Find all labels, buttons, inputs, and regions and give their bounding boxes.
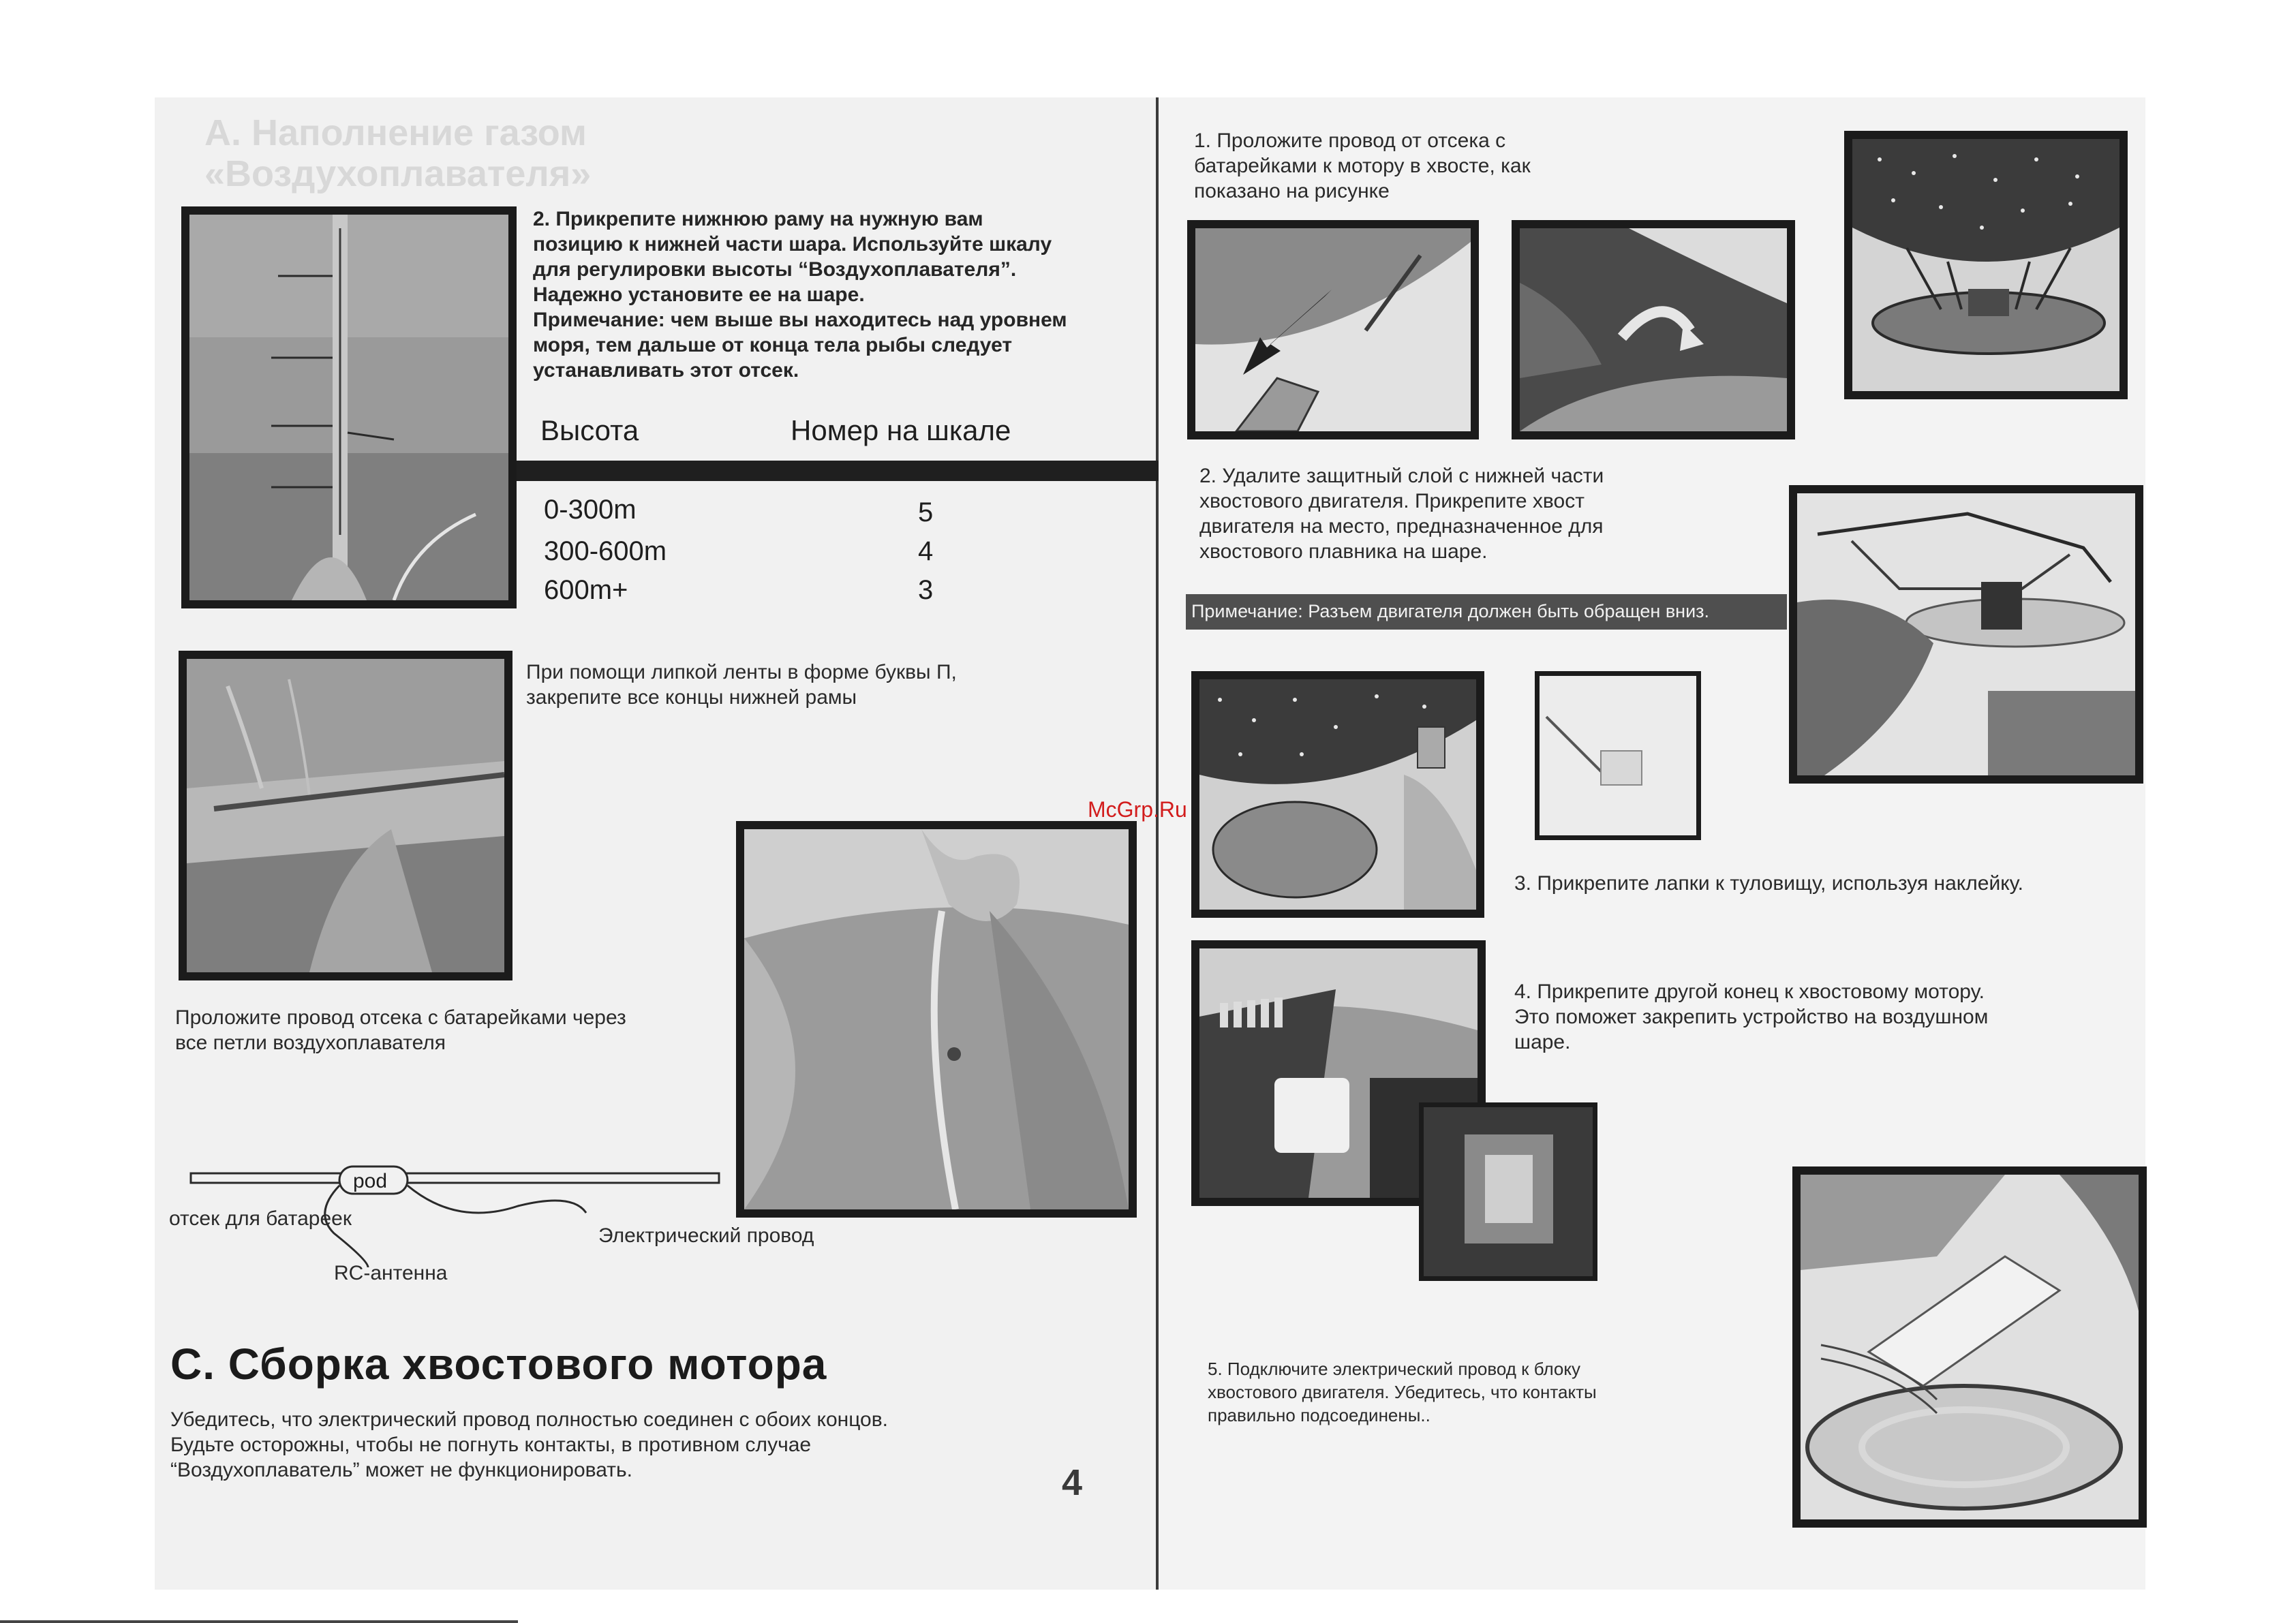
route-line: Проложите провод отсека с батарейками через xyxy=(175,1006,626,1029)
section-c-title: C. Сборка хвостового мотора xyxy=(170,1340,827,1389)
table-cell-scale: 5 xyxy=(918,497,934,527)
table-header-scale: Номер на шкале xyxy=(791,414,1011,446)
step2-line: позицию к нижней части шара. Используйте шкалу xyxy=(533,233,1052,256)
section-c-line: Будьте осторожны, чтобы не погнуть контакты, в противном случае xyxy=(170,1434,812,1456)
tape-instructions xyxy=(526,660,1139,710)
table-cell-height: 0-300m xyxy=(544,495,637,525)
section-c-line: Убедитесь, что электрический провод полностью соединен с обоих концов. xyxy=(170,1408,889,1431)
battery-compartment-label: отсек для батареек xyxy=(169,1207,352,1230)
step2-line: моря, тем дальше от конца тела рыбы следует xyxy=(533,334,1013,356)
step2-instructions xyxy=(533,206,1146,383)
table-cell-scale: 3 xyxy=(918,575,934,605)
photo-tail-fin xyxy=(1191,671,1484,918)
photo-fin-detail xyxy=(1535,671,1701,840)
section-c-line: “Воздухоплаватель” может не функционировать. xyxy=(170,1459,632,1481)
step2-line: Надежно установите ее на шаре. xyxy=(533,283,865,306)
right-step1-text xyxy=(1194,128,1603,204)
right-step5-text xyxy=(1208,1357,1726,1427)
right-step5-line: хвостового двигателя. Убедитесь, что контакты xyxy=(1208,1382,1597,1402)
step2-line: устанавливать этот отсек. xyxy=(533,359,799,382)
right-step4-line: 4. Прикрепите другой конец к хвостовому мотору. xyxy=(1514,980,1985,1003)
photo-curved-arrow xyxy=(1512,220,1795,439)
right-step5-line: 5. Подключите электрический провод к блоку xyxy=(1208,1359,1581,1379)
right-step2-line: 2. Удалите защитный слой с нижней части xyxy=(1199,465,1604,487)
tape-line: закрепите все концы нижней рамы xyxy=(526,686,857,709)
right-step1-line: 1. Проложите провод от отсека с xyxy=(1194,129,1506,152)
tape-line: При помощи липкой ленты в форме буквы П, xyxy=(526,661,957,683)
step2-line: Примечание: чем выше вы находитесь над уровнем xyxy=(533,309,1067,331)
watermark: McGrp.Ru xyxy=(1088,797,1187,822)
scan-edge-line xyxy=(0,1620,518,1623)
right-step3-text: 3. Прикрепите лапки к туловищу, используя наклейку. xyxy=(1514,872,2023,895)
route-instructions xyxy=(175,1005,789,1055)
note-band: Примечание: Разъем двигателя должен быть обращен вниз. xyxy=(1186,594,1787,630)
photo-sticker-inset xyxy=(1419,1102,1597,1281)
right-step2-line: хвостового плавника на шаре. xyxy=(1199,540,1488,563)
photo-hand-wire xyxy=(736,821,1137,1218)
photo-balloon-frame xyxy=(1844,131,2128,399)
step2-line: 2. Прикрепите нижнюю раму на нужную вам xyxy=(533,208,983,230)
right-step4-text xyxy=(1514,979,2128,1055)
right-step2-text xyxy=(1199,463,1690,564)
bleed-through-heading: A. Наполнение газом «Воздухоплавателя» xyxy=(204,112,592,194)
section-c-text xyxy=(170,1407,1056,1483)
table-cell-height: 600m+ xyxy=(544,575,628,605)
table-header-height: Высота xyxy=(540,414,639,446)
right-step1-line: батарейками к мотору в хвосте, как xyxy=(1194,155,1531,177)
pod-label: pod xyxy=(353,1170,388,1192)
page-number: 4 xyxy=(1062,1462,1083,1503)
table-divider-bar xyxy=(517,461,1159,481)
photo-height-scale xyxy=(181,206,517,608)
photo-tape-frame xyxy=(179,651,512,980)
table-cell-scale: 4 xyxy=(918,536,934,566)
photo-connector xyxy=(1792,1166,2147,1528)
right-step1-line: показано на рисунке xyxy=(1194,180,1390,202)
right-step2-line: хвостового двигателя. Прикрепите хвост xyxy=(1199,490,1585,512)
photo-wire-arrow xyxy=(1187,220,1479,439)
right-step2-line: двигателя на место, предназначенное для xyxy=(1199,515,1604,538)
right-step4-line: Это поможет закрепить устройство на воздушном xyxy=(1514,1006,1989,1028)
route-line: все петли воздухоплавателя xyxy=(175,1032,446,1054)
right-step5-line: правильно подсоединены.. xyxy=(1208,1405,1430,1425)
table-cell-height: 300-600m xyxy=(544,536,667,566)
photo-attach-motor xyxy=(1789,485,2143,784)
step2-line: для регулировки высоты “Воздухоплавателя”. xyxy=(533,258,1017,281)
rc-antenna-label: RC-антенна xyxy=(334,1262,448,1284)
electric-wire-label: Электрический провод xyxy=(598,1224,814,1247)
right-step4-line: шаре. xyxy=(1514,1031,1571,1053)
